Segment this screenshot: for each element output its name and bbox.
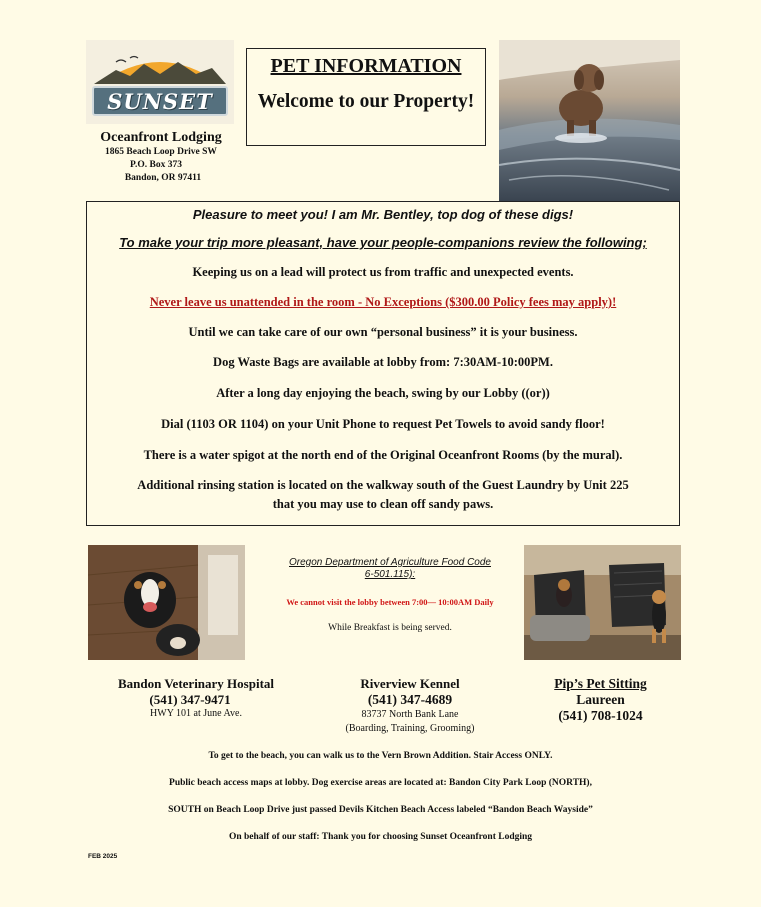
kennel-name: Riverview Kennel xyxy=(360,676,460,691)
rule-item: Keeping us on a lead will protect us from traffic and unexpected events. xyxy=(192,265,574,279)
vet-phone: (541) 347-9471 xyxy=(149,692,231,707)
footer-line: Public beach access maps at lobby. Dog exercise areas are located at: Bandon City Park Loop (NORTH), xyxy=(169,778,592,788)
greeting: Pleasure to meet you! I am Mr. Bentley, top dog of these digs! xyxy=(192,207,574,222)
food-code-line-2: 6-501.115): xyxy=(364,569,416,580)
footer-line: SOUTH on Beach Loop Drive just passed Devils Kitchen Beach Access labeled “Bandon Beach Wayside” xyxy=(168,805,593,815)
rule-item: Additional rinsing station is located on the walkway south of the Guest Laundry by Unit 225 xyxy=(137,478,629,492)
lodging-name: Oceanfront Lodging xyxy=(100,130,222,145)
sunset-logo xyxy=(86,40,234,124)
photo-dogs-on-chairs xyxy=(524,545,681,660)
review-instruction: To make your trip more pleasant, have your people-companions review the following; xyxy=(119,235,647,250)
revision-date: FEB 2025 xyxy=(88,853,118,860)
food-code-line-1: Oregon Department of Agriculture Food Code xyxy=(289,557,491,568)
kennel-services: (Boarding, Training, Grooming) xyxy=(345,723,475,734)
food-code-citation xyxy=(266,557,514,581)
rule-item-warning: Never leave us unattended in the room - No Exceptions ($300.00 Policy fees may apply)! xyxy=(149,295,617,309)
footer-thank-you: On behalf of our staff: Thank you for choosing Sunset Oceanfront Lodging xyxy=(228,832,533,842)
pet-rules-box xyxy=(86,201,680,526)
contact-vet xyxy=(102,676,290,719)
lodging-info xyxy=(86,130,236,185)
photo-two-dogs xyxy=(88,545,245,660)
page-title: PET INFORMATION xyxy=(270,55,462,77)
rule-item: There is a water spigot at the north end of the Original Oceanfront Rooms (by the mural). xyxy=(143,448,623,462)
title-box xyxy=(246,48,486,146)
rule-item: that you may use to clean off sandy paws. xyxy=(272,497,494,511)
kennel-address: 83737 North Bank Lane xyxy=(361,709,459,720)
rule-item: Dog Waste Bags are available at lobby from: 7:30AM-10:00PM. xyxy=(213,355,553,369)
address-line-2: P.O. Box 373 xyxy=(130,160,182,170)
welcome-heading: Welcome to our Property! xyxy=(257,91,475,112)
pip-name: Pip’s Pet Sitting xyxy=(554,676,647,691)
contact-pet-sitting xyxy=(528,676,673,724)
rule-item: Dial (1103 OR 1104) on your Unit Phone to request Pet Towels to avoid sandy floor! xyxy=(161,417,605,431)
pip-phone: (541) 708-1024 xyxy=(558,708,643,723)
contact-kennel xyxy=(330,676,490,736)
kennel-phone: (541) 347-4689 xyxy=(367,692,453,707)
footer-line: To get to the beach, you can walk us to the Vern Brown Addition. Stair Access ONLY. xyxy=(208,751,553,761)
lobby-restriction: We cannot visit the lobby between 7:00— 10:00AM Daily xyxy=(286,597,494,607)
logo-wordmark: SUNSET xyxy=(92,86,228,116)
address-line-1: 1865 Beach Loop Drive SW xyxy=(105,147,217,157)
rule-item: Until we can take care of our own “personal business” it is your business. xyxy=(188,325,578,339)
rule-item: After a long day enjoying the beach, swing by our Lobby ((or)) xyxy=(216,386,550,400)
vet-name: Bandon Veterinary Hospital xyxy=(117,676,275,691)
breakfast-note: While Breakfast is being served. xyxy=(328,623,452,633)
pip-person: Laureen xyxy=(576,692,625,707)
photo-dog-beach xyxy=(499,40,680,201)
address-line-3: Bandon, OR 97411 xyxy=(124,173,202,183)
vet-address: HWY 101 at June Ave. xyxy=(150,708,242,719)
